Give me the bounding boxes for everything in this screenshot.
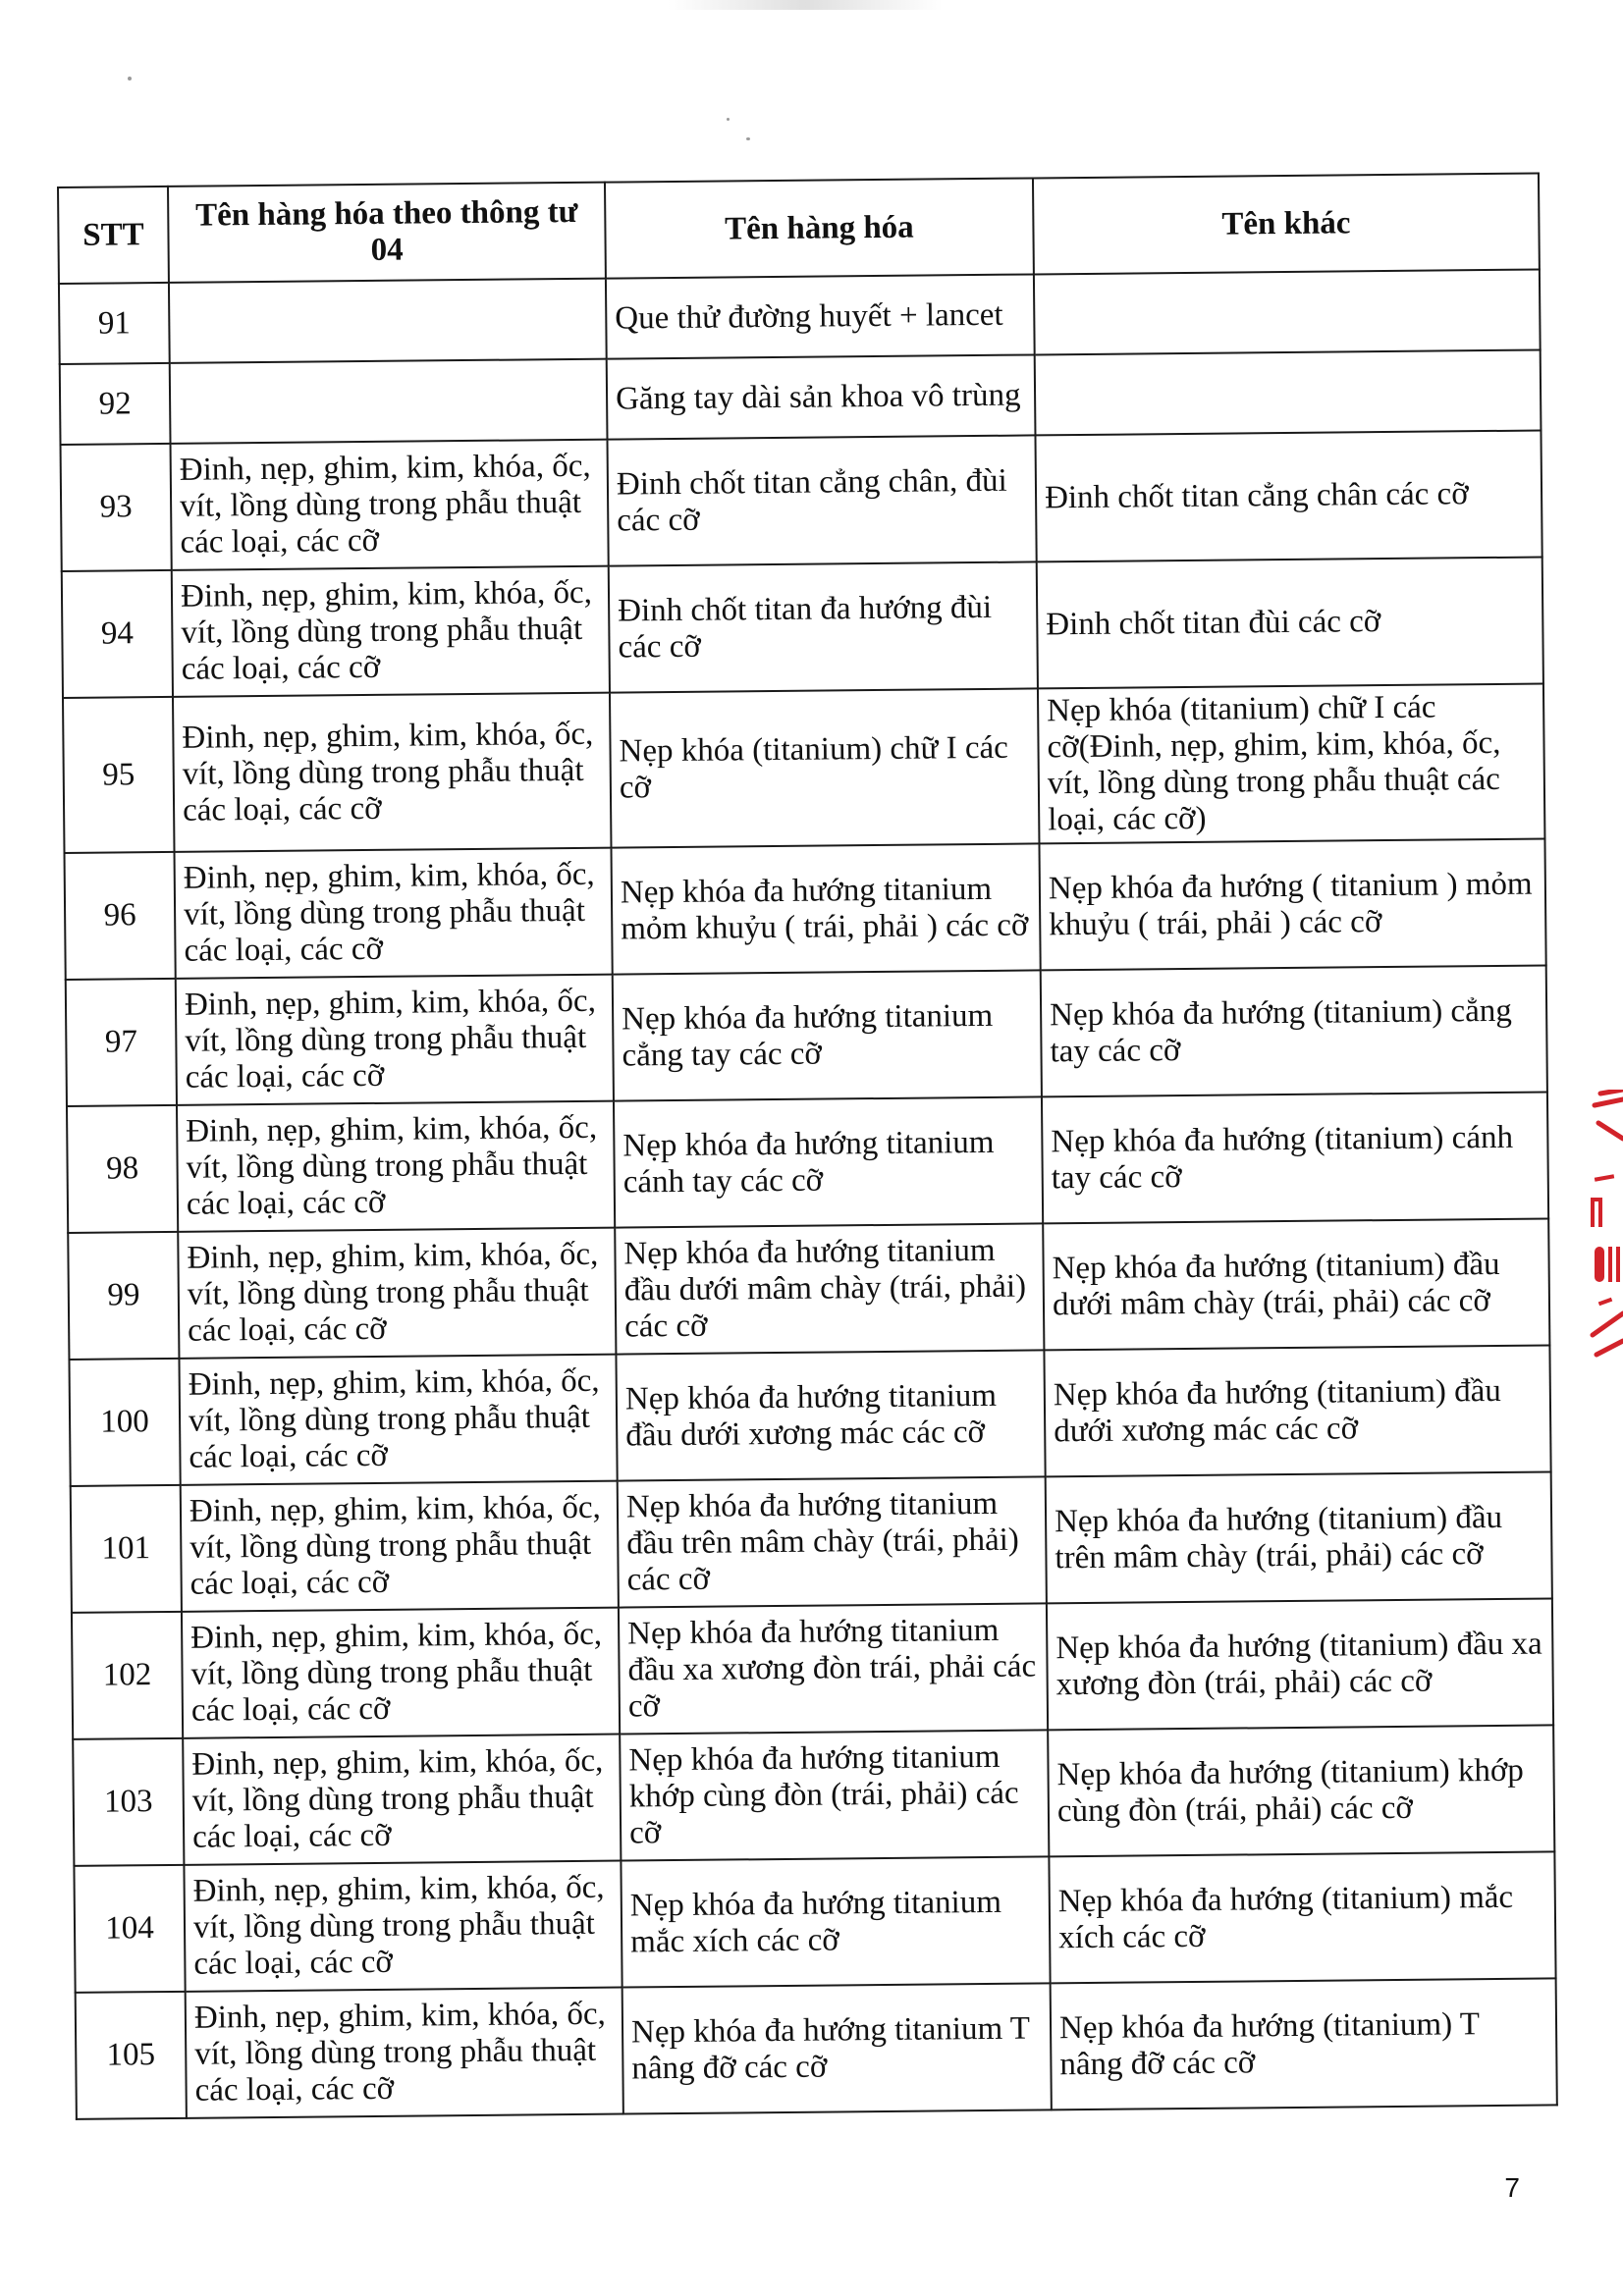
cell-other-name: Nẹp khóa (titanium) chữ I các cỡ(Đinh, nẹp, ghim, kim, khóa, ốc, vít, lồng dùng trong phẫu thuật các loại, các cỡ): [1038, 683, 1544, 843]
cell-other-name: Nẹp khóa đa hướng (titanium) đầu trên mâm chày (trái, phải) các cỡ: [1046, 1471, 1552, 1603]
table-row: [68, 1218, 1549, 1359]
cell-name: Đinh chốt titan cẳng chân, đùi các cỡ: [607, 435, 1036, 565]
cell-stt: 92: [60, 363, 171, 445]
cell-tt04-name: Đinh, nẹp, ghim, kim, khóa, ốc, vít, lồng dùng trong phẫu thuật các loại, các cỡ: [171, 440, 609, 570]
cell-tt04-name: Đinh, nẹp, ghim, kim, khóa, ốc, vít, lồng dùng trong phẫu thuật các loại, các cỡ: [176, 975, 614, 1105]
scan-speck: [727, 118, 730, 121]
cell-tt04-name: Đinh, nẹp, ghim, kim, khóa, ốc, vít, lồng dùng trong phẫu thuật các loại, các cỡ: [177, 1101, 615, 1232]
cell-other-name: [1034, 270, 1541, 355]
cell-other-name: Nẹp khóa đa hướng (titanium) đầu xa xương đòn (trái, phải) các cỡ: [1047, 1598, 1553, 1730]
table-row: [71, 1471, 1552, 1612]
cell-tt04-name: Đinh, nẹp, ghim, kim, khóa, ốc, vít, lồng dùng trong phẫu thuật các loại, các cỡ: [181, 1481, 619, 1612]
cell-other-name: Nẹp khóa đa hướng (titanium) cẳng tay các cỡ: [1041, 965, 1547, 1096]
cell-other-name: Nẹp khóa đa hướng ( titanium ) mỏm khuỷu ( trái, phải ) các cỡ: [1039, 838, 1545, 970]
cell-tt04-name: Đinh, nẹp, ghim, kim, khóa, ốc, vít, lồng dùng trong phẫu thuật các loại, các cỡ: [175, 848, 613, 979]
cell-name: Nẹp khóa đa hướng titanium đầu trên mâm chày (trái, phải) các cỡ: [618, 1476, 1047, 1607]
table-row: [76, 1978, 1557, 2118]
page-number: 7: [1504, 2172, 1520, 2203]
cell-stt: 96: [65, 852, 176, 980]
table-row: [67, 1092, 1548, 1232]
cell-stt: 104: [74, 1865, 185, 1993]
cell-name: Găng tay dài sản khoa vô trùng: [607, 354, 1036, 439]
cell-tt04-name: Đinh, nẹp, ghim, kim, khóa, ốc, vít, lồng dùng trong phẫu thuật các loại, các cỡ: [173, 693, 611, 852]
cell-other-name: Nẹp khóa đa hướng (titanium) khớp cùng đòn (trái, phải) các cỡ: [1048, 1725, 1554, 1856]
header-other-name: Tên khác: [1033, 174, 1540, 275]
table-row: [73, 1725, 1554, 1865]
table-row: [74, 1851, 1555, 1992]
cell-name: Đinh chốt titan đa hướng đùi các cỡ: [609, 561, 1038, 692]
cell-other-name: Nẹp khóa đa hướng (titanium) cánh tay các cỡ: [1042, 1092, 1548, 1223]
cell-stt: 101: [71, 1485, 182, 1613]
cell-name: Nẹp khóa đa hướng titanium đầu dưới xương mác các cỡ: [616, 1350, 1045, 1480]
cell-other-name: Đinh chốt titan cẳng chân các cỡ: [1035, 431, 1542, 562]
cell-tt04-name: Đinh, nẹp, ghim, kim, khóa, ốc, vít, lồng dùng trong phẫu thuật các loại, các cỡ: [186, 1988, 623, 2118]
cell-name: Nẹp khóa đa hướng titanium khớp cùng đòn (trái, phải) các cỡ: [620, 1730, 1049, 1860]
goods-table: [57, 173, 1558, 2120]
table-row: [72, 1598, 1553, 1738]
cell-tt04-name: Đinh, nẹp, ghim, kim, khóa, ốc, vít, lồng dùng trong phẫu thuật các loại, các cỡ: [179, 1355, 617, 1485]
cell-other-name: Nẹp khóa đa hướng (titanium) T nâng đỡ các cỡ: [1051, 1978, 1557, 2109]
cell-name: Nẹp khóa đa hướng titanium mắc xích các cỡ: [621, 1856, 1050, 1987]
cell-other-name: Đinh chốt titan đùi các cỡ: [1037, 557, 1543, 688]
cell-other-name: Nẹp khóa đa hướng (titanium) mắc xích các cỡ: [1049, 1851, 1555, 1983]
cell-name: Que thử đường huyết + lancet: [606, 274, 1035, 358]
cell-stt: 91: [59, 283, 170, 364]
cell-other-name: Nẹp khóa đa hướng (titanium) đầu dưới mâm chày (trái, phải) các cỡ: [1043, 1218, 1549, 1350]
header-tt04-name: Tên hàng hóa theo thông tư 04: [168, 183, 606, 283]
cell-other-name: [1035, 350, 1542, 436]
cell-tt04-name: Đinh, nẹp, ghim, kim, khóa, ốc, vít, lồng dùng trong phẫu thuật các loại, các cỡ: [183, 1735, 621, 1865]
cell-stt: 95: [63, 697, 175, 853]
cell-tt04-name: [169, 279, 607, 363]
cell-tt04-name: Đinh, nẹp, ghim, kim, khóa, ốc, vít, lồng dùng trong phẫu thuật các loại, các cỡ: [178, 1228, 616, 1359]
cell-name: Nẹp khóa đa hướng titanium đầu dưới mâm chày (trái, phải) các cỡ: [615, 1223, 1044, 1354]
cell-tt04-name: Đinh, nẹp, ghim, kim, khóa, ốc, vít, lồng dùng trong phẫu thuật các loại, các cỡ: [182, 1608, 620, 1738]
scan-speck: [746, 137, 750, 140]
cell-stt: 103: [73, 1738, 184, 1866]
cell-stt: 94: [62, 570, 173, 698]
cell-name: Nẹp khóa (titanium) chữ I các cỡ: [610, 688, 1039, 847]
scan-smudge: [668, 0, 943, 10]
header-stt: STT: [58, 187, 169, 284]
cell-name: Nẹp khóa đa hướng titanium đầu xa xương đòn trái, phải các cỡ: [619, 1603, 1048, 1734]
scan-speck: [128, 77, 132, 80]
cell-other-name: Nẹp khóa đa hướng (titanium) đầu dưới xương mác các cỡ: [1044, 1345, 1550, 1476]
table-row: [66, 965, 1547, 1105]
table-row: [60, 350, 1542, 445]
cell-stt: 99: [68, 1232, 179, 1360]
table-header-row: [58, 174, 1540, 284]
cell-stt: 100: [69, 1359, 180, 1486]
cell-stt: 102: [72, 1612, 183, 1739]
cell-name: Nẹp khóa đa hướng titanium cẳng tay các cỡ: [613, 970, 1042, 1100]
table-row: [65, 838, 1546, 979]
table-row: [69, 1345, 1550, 1485]
header-name: Tên hàng hóa: [605, 178, 1034, 278]
cell-stt: 98: [67, 1105, 178, 1233]
red-stamp-fragment: [1581, 1090, 1623, 1364]
table-row: [61, 431, 1542, 571]
cell-stt: 105: [76, 1992, 187, 2119]
cell-name: Nẹp khóa đa hướng titanium mỏm khuỷu ( trái, phải ) các cỡ: [611, 843, 1040, 974]
cell-tt04-name: Đinh, nẹp, ghim, kim, khóa, ốc, vít, lồng dùng trong phẫu thuật các loại, các cỡ: [172, 566, 610, 697]
cell-tt04-name: Đinh, nẹp, ghim, kim, khóa, ốc, vít, lồng dùng trong phẫu thuật các loại, các cỡ: [184, 1861, 622, 1992]
cell-name: Nẹp khóa đa hướng titanium T nâng đỡ các cỡ: [622, 1983, 1052, 2113]
cell-name: Nẹp khóa đa hướng titanium cánh tay các cỡ: [614, 1096, 1043, 1227]
cell-stt: 97: [66, 979, 177, 1106]
table-row: [63, 683, 1544, 852]
cell-tt04-name: [170, 359, 608, 444]
table-row: [59, 270, 1541, 364]
table-row: [62, 557, 1543, 697]
cell-stt: 93: [61, 444, 172, 571]
